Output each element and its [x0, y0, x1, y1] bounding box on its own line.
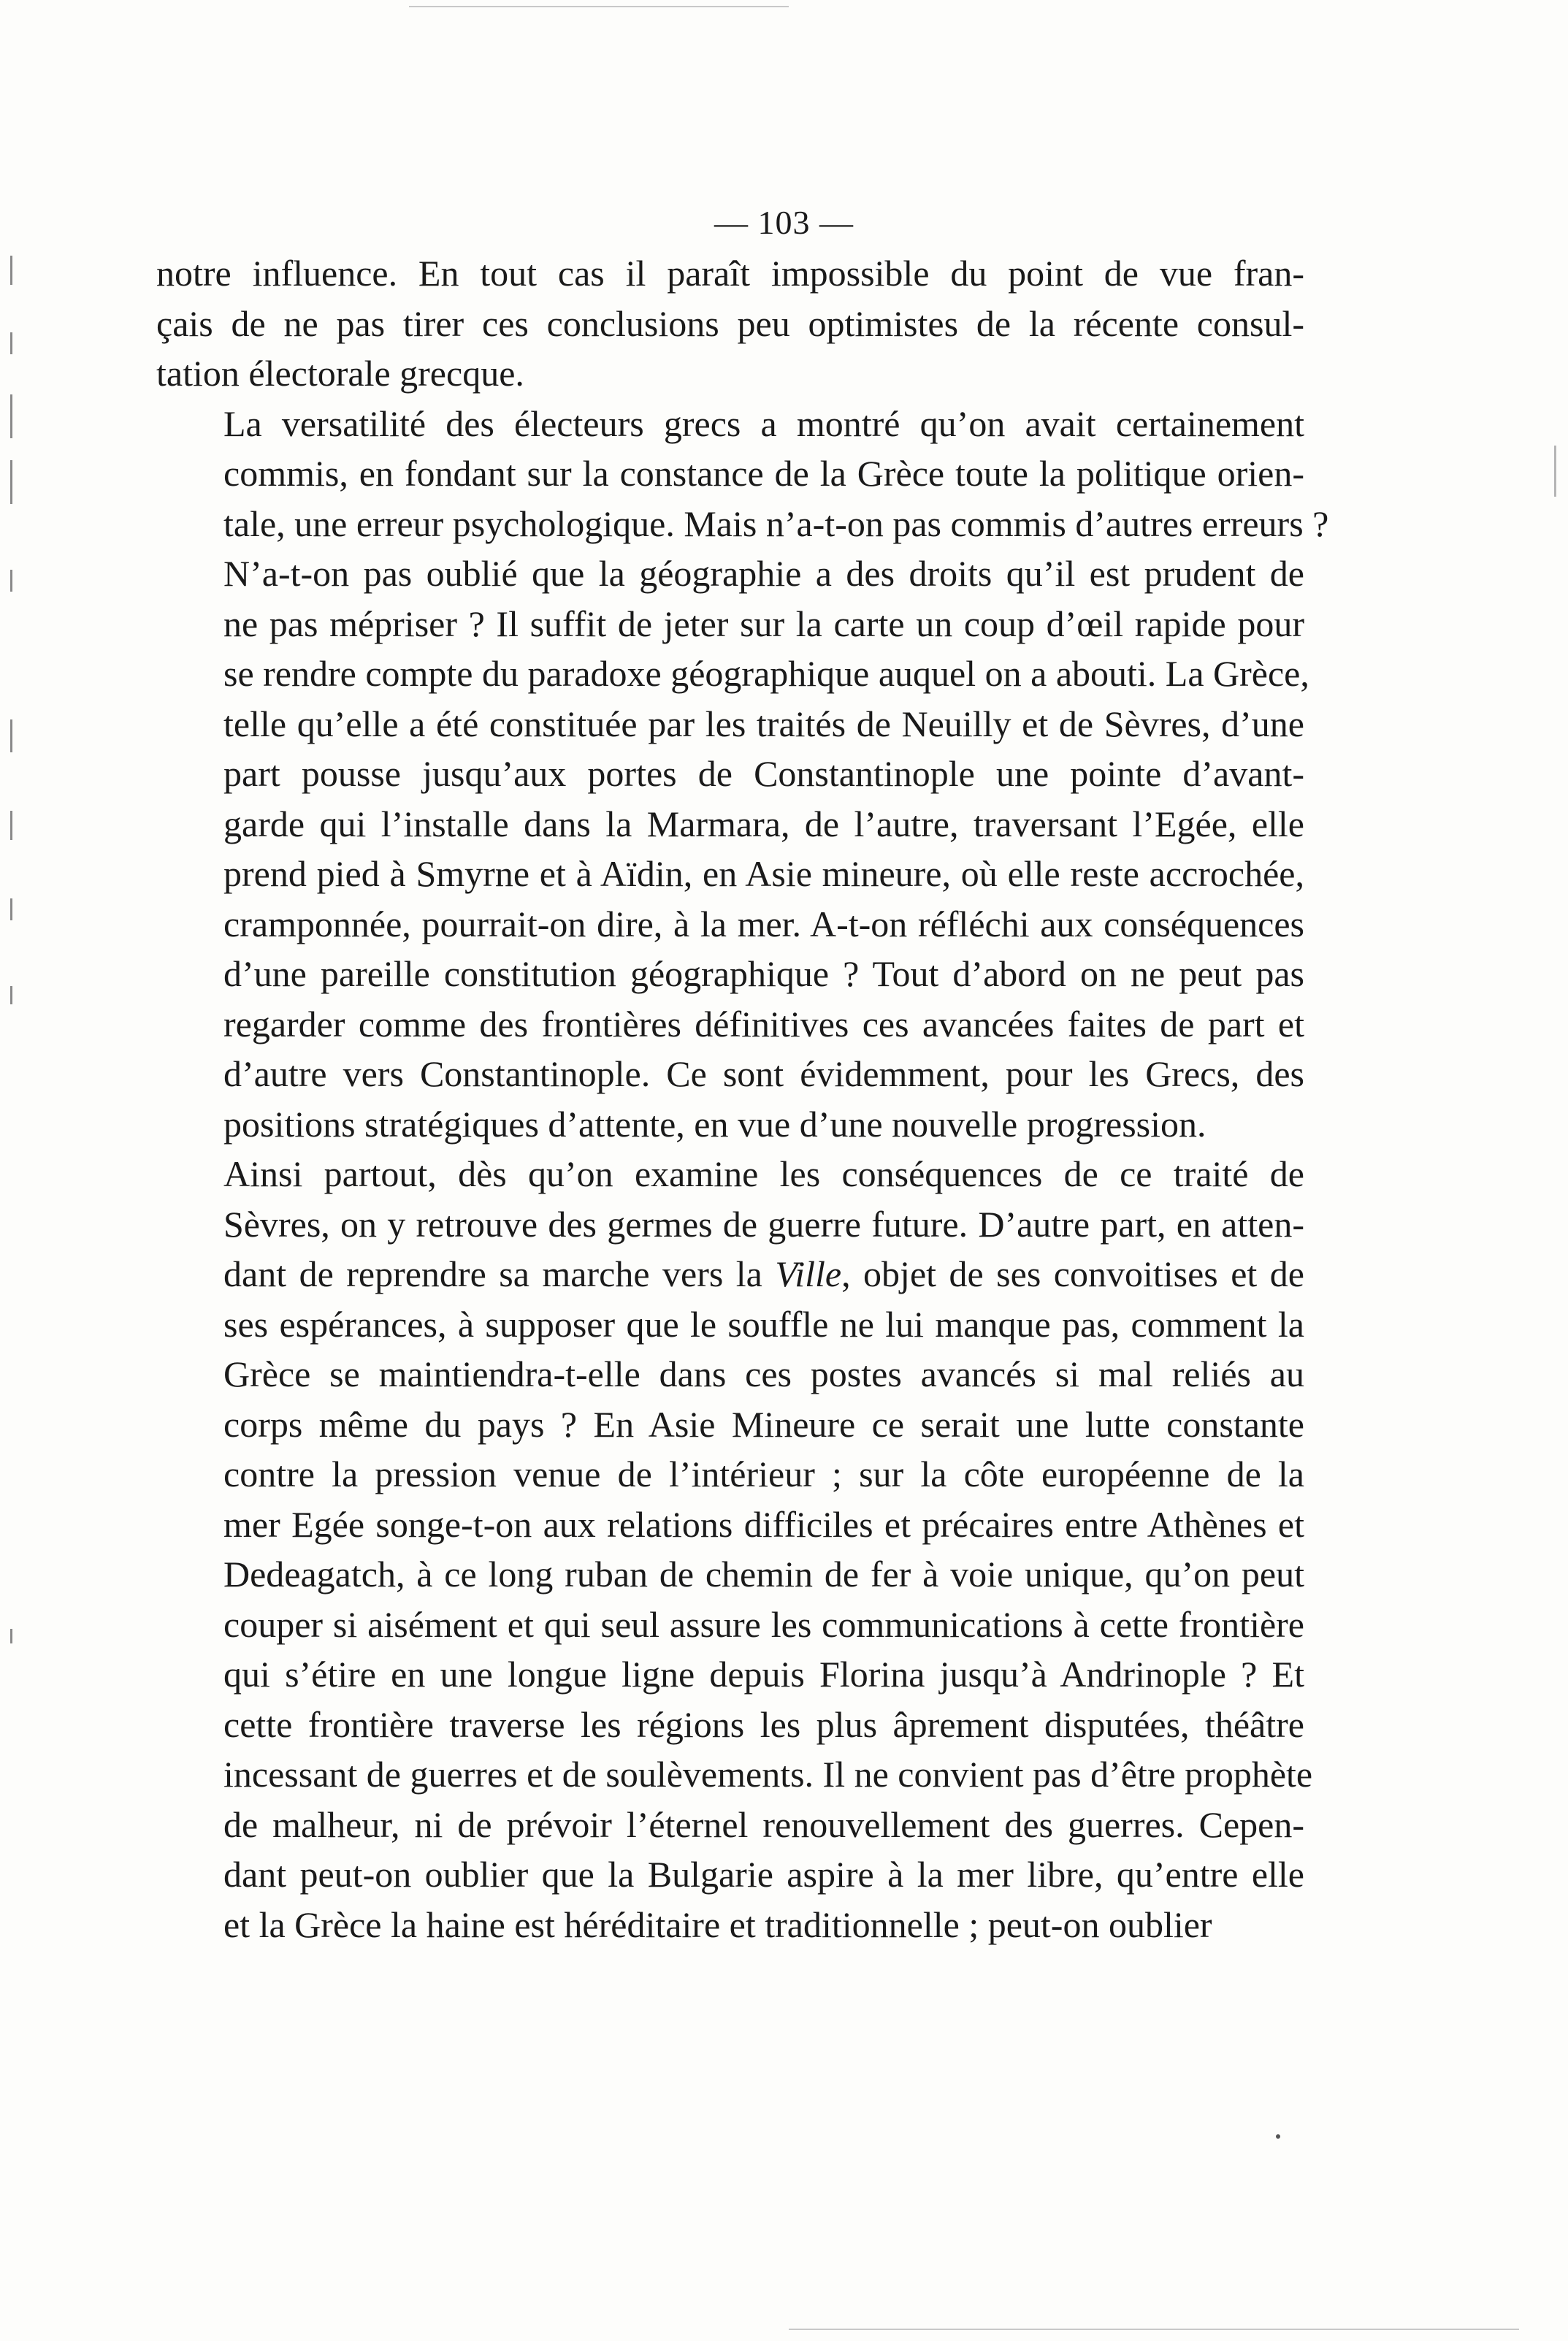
text-line: telle qu’elle a été constituée par les traités de Neuilly et de Sèvres, d’une: [223, 703, 1304, 744]
scan-artifact-left-3: [10, 394, 12, 438]
text-line: et la Grèce la haine est héréditaire et traditionnelle ; peut-on oublier: [223, 1903, 1212, 1945]
scan-artifact-left-8: [10, 898, 12, 920]
text-line: ses espérances, à supposer que le souffle ne lui manque pas, comment la: [223, 1303, 1304, 1345]
text-line: tale, une erreur psychologique. Mais n’a-t-on pas commis d’autres erreurs ?: [223, 503, 1329, 544]
text-line: Ainsi partout, dès qu’on examine les conséquences de ce traité de: [223, 1153, 1304, 1194]
text-line: part pousse jusqu’aux portes de Constantinople une pointe d’avant-: [223, 753, 1304, 794]
text-line: contre la pression venue de l’intérieur ; sur la côte européenne de la: [223, 1454, 1304, 1494]
text-line: N’a-t-on pas oublié que la géographie a des droits qu’il est prudent de: [223, 553, 1304, 594]
text-line: dant peut-on oublier que la Bulgarie aspire à la mer libre, qu’entre elle: [223, 1854, 1304, 1895]
text-line: La versatilité des électeurs grecs a montré qu’on avait certainement: [223, 402, 1304, 444]
text-line: Dedeagatch, à ce long ruban de chemin de fer à voie unique, qu’on peut: [223, 1554, 1304, 1595]
text-line: se rendre compte du paradoxe géographique auquel on a abouti. La Grèce,: [223, 653, 1309, 694]
scan-artifact-right-1: [1554, 446, 1556, 497]
text-line: d’une pareille constitution géographique ? Tout d’abord on ne peut pas: [223, 953, 1304, 994]
text-line: incessant de guerres et de soulèvements. Il ne convient pas d’être prophète: [223, 1754, 1313, 1795]
paragraph-1: [156, 248, 1304, 399]
scan-artifact-top: [409, 6, 789, 7]
text-line: notre influence. En tout cas il paraît impossible du point de vue fran-: [156, 253, 1304, 294]
text-line: regarder comme des frontières définitives ces avancées faites de part et: [223, 1003, 1304, 1045]
paragraph-2: [156, 399, 1329, 1150]
italic-word: Ville: [775, 1253, 842, 1294]
text-line: Sèvres, on y retrouve des germes de guerre future. D’autre part, en atten-: [223, 1203, 1304, 1245]
page-number: — 103 —: [714, 204, 854, 241]
text-line: couper si aisément et qui seul assure les communications à cette frontière: [223, 1603, 1304, 1645]
scan-speck: [1276, 2134, 1280, 2139]
text-line: commis, en fondant sur la constance de la Grèce toute la politique orien-: [223, 453, 1304, 494]
scan-artifact-left-2: [10, 332, 12, 354]
text-line: Grèce se maintiendra-t-elle dans ces postes avancés si mal reliés au: [223, 1353, 1304, 1394]
text-line: tation électorale grecque.: [156, 353, 524, 394]
text-line: cette frontière traverse les régions les plus âprement disputées, théâtre: [223, 1703, 1304, 1745]
text-line: d’autre vers Constantinople. Ce sont évidemment, pour les Grecs, des: [223, 1053, 1304, 1094]
scan-artifact-left-5: [10, 570, 12, 592]
text-line: positions stratégiques d’attente, en vue d’une nouvelle progression.: [223, 1103, 1206, 1145]
scan-artifact-bottom: [789, 2329, 1519, 2330]
paragraph-3: [156, 1149, 1313, 1949]
scan-artifact-left-9: [10, 986, 12, 1004]
text-line: corps même du pays ? En Asie Mineure ce serait une lutte constante: [223, 1403, 1304, 1445]
text-line: qui s’étire en une longue ligne depuis Florina jusqu’à Andrinople ? Et: [223, 1654, 1304, 1695]
text-line: garde qui l’installe dans la Marmara, de l’autre, traversant l’Egée, elle: [223, 803, 1304, 844]
scan-artifact-left-4: [10, 460, 12, 504]
text-line: de malheur, ni de prévoir l’éternel renouvellement des guerres. Cepen-: [223, 1803, 1304, 1845]
body-text: [156, 248, 1329, 1949]
scan-artifact-left-6: [10, 719, 12, 752]
scan-artifact-left-10: [10, 1629, 12, 1643]
text-line: cramponnée, pourrait-on dire, à la mer. A-t-on réfléchi aux conséquences: [223, 903, 1304, 944]
scan-artifact-left-1: [10, 256, 12, 285]
text-line: prend pied à Smyrne et à Aïdin, en Asie mineure, où elle reste accrochée,: [223, 853, 1304, 894]
text-line: mer Egée songe-t-on aux relations difficiles et précaires entre Athènes et: [223, 1503, 1304, 1545]
text-line: çais de ne pas tirer ces conclusions peu optimistes de la récente consul-: [156, 302, 1304, 344]
text-line: dant de reprendre sa marche vers la Ville, objet de ses convoitises et de: [223, 1253, 1304, 1294]
text-line: ne pas mépriser ? Il suffit de jeter sur la carte un coup d’œil rapide pour: [223, 603, 1304, 644]
scan-artifact-left-7: [10, 811, 12, 840]
